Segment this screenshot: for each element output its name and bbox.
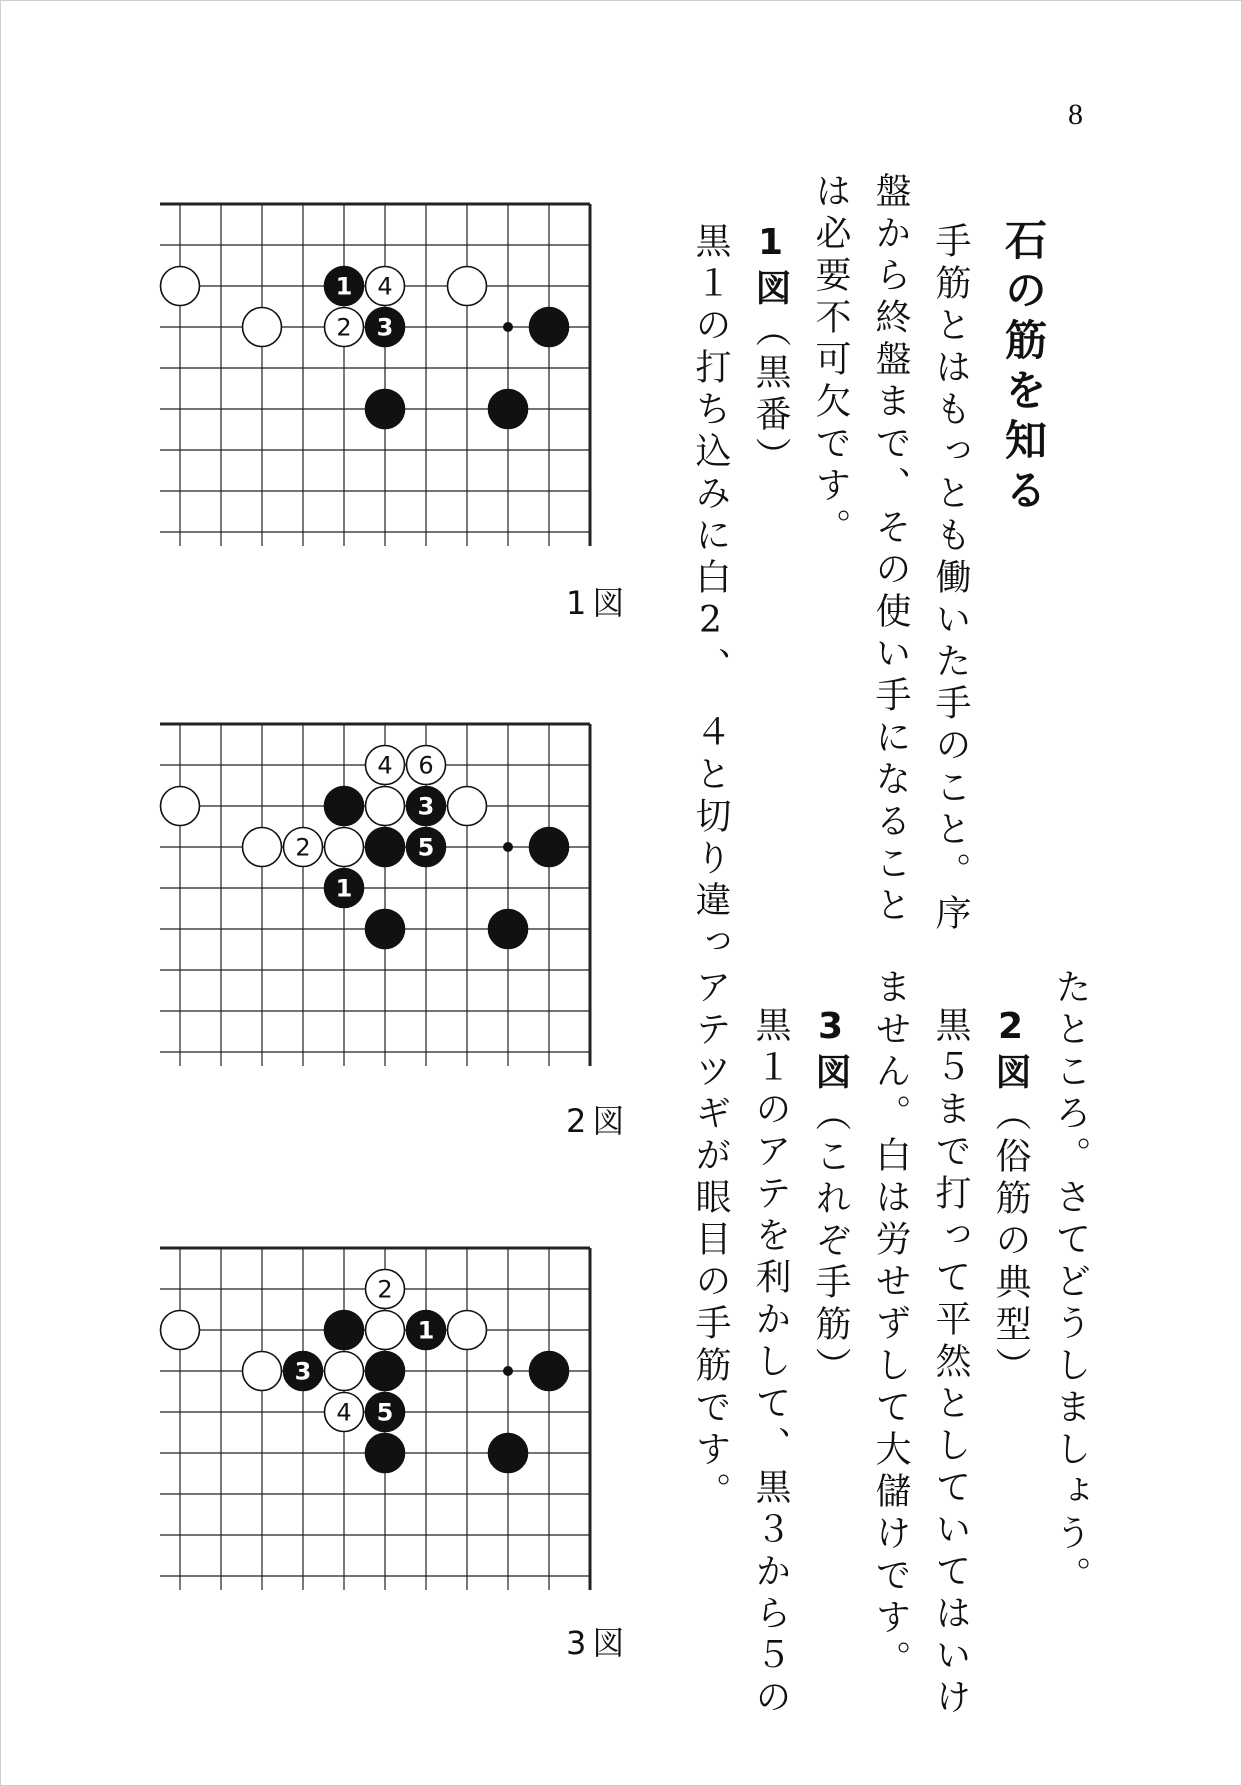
black-stone: [366, 828, 405, 867]
black-stone-disc: [366, 1352, 405, 1391]
black-stone: [325, 267, 364, 306]
white-stone: [161, 1311, 200, 1350]
white-stone: [407, 746, 446, 785]
white-stone: [448, 1311, 487, 1350]
black-stone: [407, 787, 446, 826]
hoshi-point: [503, 1366, 513, 1376]
black-stone-disc: [325, 787, 364, 826]
white-stone-disc: [366, 787, 405, 826]
white-stone: [325, 828, 364, 867]
stone-move-number: 4: [336, 1398, 352, 1427]
fig1-text-cont: たところ。さてどうしましょう。: [1050, 968, 1091, 1598]
black-stone: [366, 910, 405, 949]
black-stone: [407, 1311, 446, 1350]
white-stone: [366, 267, 405, 306]
go-board-3: [160, 1242, 640, 1602]
stone-move-number: 1: [335, 874, 353, 903]
white-stone: [325, 1352, 364, 1391]
white-stone: [243, 1352, 282, 1391]
black-stone-disc: [489, 1434, 528, 1473]
white-stone: [366, 746, 405, 785]
fig2-heading-line: [990, 1006, 1031, 1389]
fig1-heading: 1図: [750, 222, 791, 311]
black-stone-disc: [489, 910, 528, 949]
hoshi-point: [503, 322, 513, 332]
black-stone: [407, 828, 446, 867]
stone-move-number: 5: [417, 833, 435, 862]
black-stone-disc: [366, 910, 405, 949]
black-stone: [366, 1393, 405, 1432]
black-stone-disc: [366, 828, 405, 867]
black-stone: [489, 1434, 528, 1473]
stone-move-number: 4: [377, 272, 393, 301]
black-stone: [366, 1352, 405, 1391]
white-stone-disc: [161, 267, 200, 306]
white-stone: [243, 828, 282, 867]
fig1-note: （黒番）: [750, 311, 791, 479]
page-number: 8: [1068, 98, 1083, 131]
fig2-text-line-2: ません。白は労せずして大儲けです。: [870, 968, 911, 1682]
black-stone: [530, 1352, 569, 1391]
black-stone-disc: [366, 1434, 405, 1473]
white-stone: [448, 267, 487, 306]
white-stone-disc: [366, 1311, 405, 1350]
white-stone: [448, 787, 487, 826]
black-stone: [325, 1311, 364, 1350]
diagram-caption-1: 1図: [566, 584, 631, 622]
white-stone: [325, 1393, 364, 1432]
white-stone: [161, 787, 200, 826]
stone-move-number: 3: [376, 313, 394, 342]
black-stone: [325, 869, 364, 908]
black-stone: [530, 308, 569, 347]
stone-move-number: 4: [377, 751, 393, 780]
stone-move-number: 3: [417, 792, 435, 821]
white-stone: [366, 1270, 405, 1309]
hoshi-point: [503, 842, 513, 852]
fig3-text-line-2: アテツギが眼目の手筋です。: [690, 968, 731, 1514]
white-stone-disc: [161, 1311, 200, 1350]
stone-move-number: 5: [376, 1398, 394, 1427]
intro-line-2: 盤から終盤まで、その使い手になること: [870, 172, 911, 928]
black-stone-disc: [325, 1311, 364, 1350]
stone-move-number: 1: [335, 272, 353, 301]
stone-move-number: 3: [294, 1357, 312, 1386]
fig3-note: （これぞ手筋）: [810, 1095, 851, 1389]
black-stone: [325, 787, 364, 826]
white-stone-disc: [448, 1311, 487, 1350]
black-stone: [366, 1434, 405, 1473]
stone-move-number: 2: [336, 313, 352, 342]
white-stone-disc: [325, 828, 364, 867]
white-stone-disc: [243, 828, 282, 867]
white-stone-disc: [243, 308, 282, 347]
go-board-2: [160, 718, 640, 1078]
white-stone-disc: [243, 1352, 282, 1391]
white-stone: [325, 308, 364, 347]
black-stone: [489, 910, 528, 949]
black-stone: [284, 1352, 323, 1391]
black-stone: [530, 828, 569, 867]
white-stone-disc: [448, 787, 487, 826]
fig3-heading-line: [810, 1006, 851, 1389]
black-stone-disc: [530, 1352, 569, 1391]
article-title: 石の筋を知る: [999, 218, 1048, 518]
go-diagram-1: [160, 198, 640, 558]
white-stone: [366, 1311, 405, 1350]
white-stone: [284, 828, 323, 867]
intro-line-1: 手筋とはもっとも働いた手のこと。序: [930, 222, 971, 936]
white-stone-disc: [325, 1352, 364, 1391]
white-stone: [366, 787, 405, 826]
go-board-1: [160, 198, 640, 558]
fig2-note: （俗筋の典型）: [990, 1095, 1031, 1389]
stone-move-number: 1: [417, 1316, 435, 1345]
black-stone-disc: [530, 308, 569, 347]
diagram-caption-2: 2図: [566, 1102, 631, 1140]
black-stone: [366, 390, 405, 429]
fig1-heading-line: [750, 222, 791, 479]
intro-line-3: は必要不可欠です。: [810, 172, 851, 550]
black-stone: [489, 390, 528, 429]
stone-move-number: 2: [377, 1275, 393, 1304]
diagram-caption-3: 3図: [566, 1624, 631, 1662]
black-stone-disc: [489, 390, 528, 429]
black-stone: [366, 308, 405, 347]
fig3-heading: 3図: [810, 1006, 851, 1095]
stone-move-number: 2: [295, 833, 311, 862]
fig3-text-line-1: 黒１のアテを利かして、黒３から５の: [750, 1006, 791, 1720]
white-stone-disc: [161, 787, 200, 826]
white-stone: [243, 308, 282, 347]
fig2-heading: 2図: [990, 1006, 1031, 1095]
fig2-text-line-1: 黒５まで打って平然としていてはいけ: [930, 1006, 971, 1720]
board-grid: [160, 204, 590, 546]
black-stone-disc: [530, 828, 569, 867]
fig1-text-line-1: 黒１の打ち込みに白2、 ４と切り違っ: [690, 222, 731, 965]
go-diagram-2: [160, 718, 640, 1078]
stone-move-number: 6: [418, 751, 434, 780]
black-stone-disc: [366, 390, 405, 429]
white-stone: [161, 267, 200, 306]
white-stone-disc: [448, 267, 487, 306]
go-diagram-3: [160, 1242, 640, 1602]
